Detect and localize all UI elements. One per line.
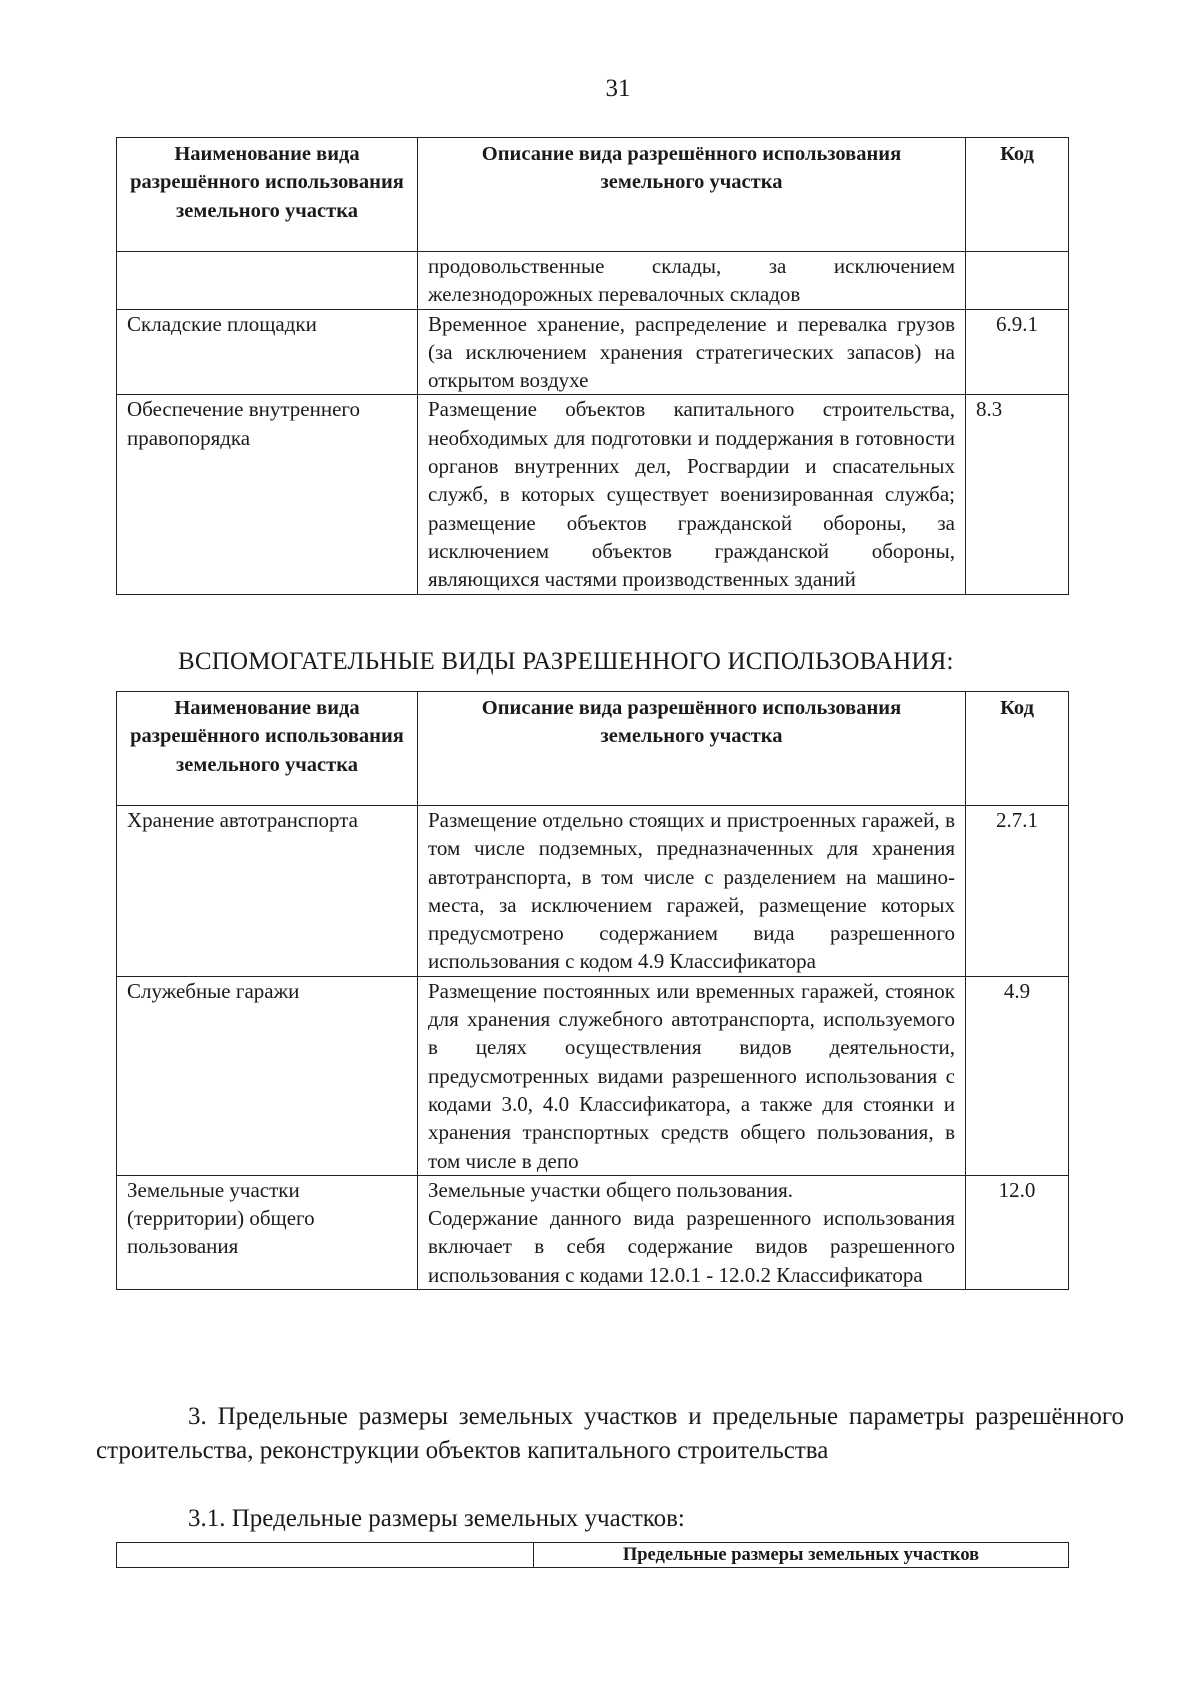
row-code: 4.9 [966,976,1069,1175]
paragraph-3 [96,1400,1124,1468]
table-header-row [117,138,1069,252]
table-header-row [117,1543,1069,1568]
row-code: 12.0 [966,1175,1069,1289]
header-code: Код [966,692,1069,806]
table-row [117,395,1069,594]
header-code: Код [966,138,1069,252]
row-name: Складские площадки [117,309,418,395]
header-name: Наименование вида разрешённого использования земельного участка [117,692,418,806]
row-name [117,252,418,310]
table-header-row [117,692,1069,806]
row-description-line1: Земельные участки общего пользования. [428,1177,794,1202]
row-name: Земельные участки (территории) общего пользования [117,1175,418,1289]
paragraph-3-1-text: 3.1. Предельные размеры земельных участков: [188,1505,685,1532]
row-description-line2: Содержание данного вида разрешенного использования включает в себя содержание видов разрешенного использования с кодами 12.0.1 - 12.0.2 Классификатора [428,1206,955,1287]
table-row [117,252,1069,310]
header-description: Описание вида разрешённого использования земельного участка [418,692,966,806]
limits-header-right: Предельные размеры земельных участков [534,1543,1069,1568]
row-code: 2.7.1 [966,806,1069,977]
row-code: 6.9.1 [966,309,1069,395]
limits-header-left [117,1543,534,1568]
row-description: Размещение постоянных или временных гаражей, стоянок для хранения служебного автотранспорта, используемого в целях осуществления видов деятельности, предусмотренных видами разрешенного использования с кодами 3.0, 4.0 Классификатора, а также для стоянки и хранения транспортных средств общего пользования, в том числе в депо [418,976,966,1175]
row-code: 8.3 [966,395,1069,594]
paragraph-3-text: 3. Предельные размеры земельных участков и предельные параметры разрешённого строительства, реконструкции объектов капитального строительства [96,1403,1124,1464]
section-heading: ВСПОМОГАТЕЛЬНЫЕ ВИДЫ РАЗРЕШЕННОГО ИСПОЛЬЗОВАНИЯ: [178,648,954,675]
row-name: Обеспечение внутреннего правопорядка [117,395,418,594]
aux-use-table [116,691,1069,1290]
row-description: продовольственные склады, за исключением железнодорожных перевалочных складов [418,252,966,310]
row-description: Размещение объектов капитального строительства, необходимых для подготовки и поддержания в готовности органов внутренних дел, Росгвардии и спасательных служб, в которых существует военизированная служба; размещение объектов гражданской обороны, за исключением объектов гражданской обороны, являющихся частями производственных зданий [418,395,966,594]
row-name: Служебные гаражи [117,976,418,1175]
table-row [117,309,1069,395]
row-code [966,252,1069,310]
main-use-table [116,137,1069,595]
row-name: Хранение автотранспорта [117,806,418,977]
row-description [418,1175,966,1289]
header-description: Описание вида разрешённого использования земельного участка [418,138,966,252]
row-description: Размещение отдельно стоящих и пристроенных гаражей, в том числе подземных, предназначенных для хранения автотранспорта, в том числе с разделением на машино-места, за исключением гаражей, размещение которых предусмотрено содержанием вида разрешенного использования с кодом 4.9 Классификатора [418,806,966,977]
table-row [117,806,1069,977]
table-row [117,976,1069,1175]
limits-table [116,1542,1069,1568]
table-row [117,1175,1069,1289]
page-number: 31 [605,75,631,102]
paragraph-3-1 [96,1502,1124,1536]
header-name: Наименование вида разрешённого использования земельного участка [117,138,418,252]
row-description: Временное хранение, распределение и перевалка грузов (за исключением хранения стратегических запасов) на открытом воздухе [418,309,966,395]
